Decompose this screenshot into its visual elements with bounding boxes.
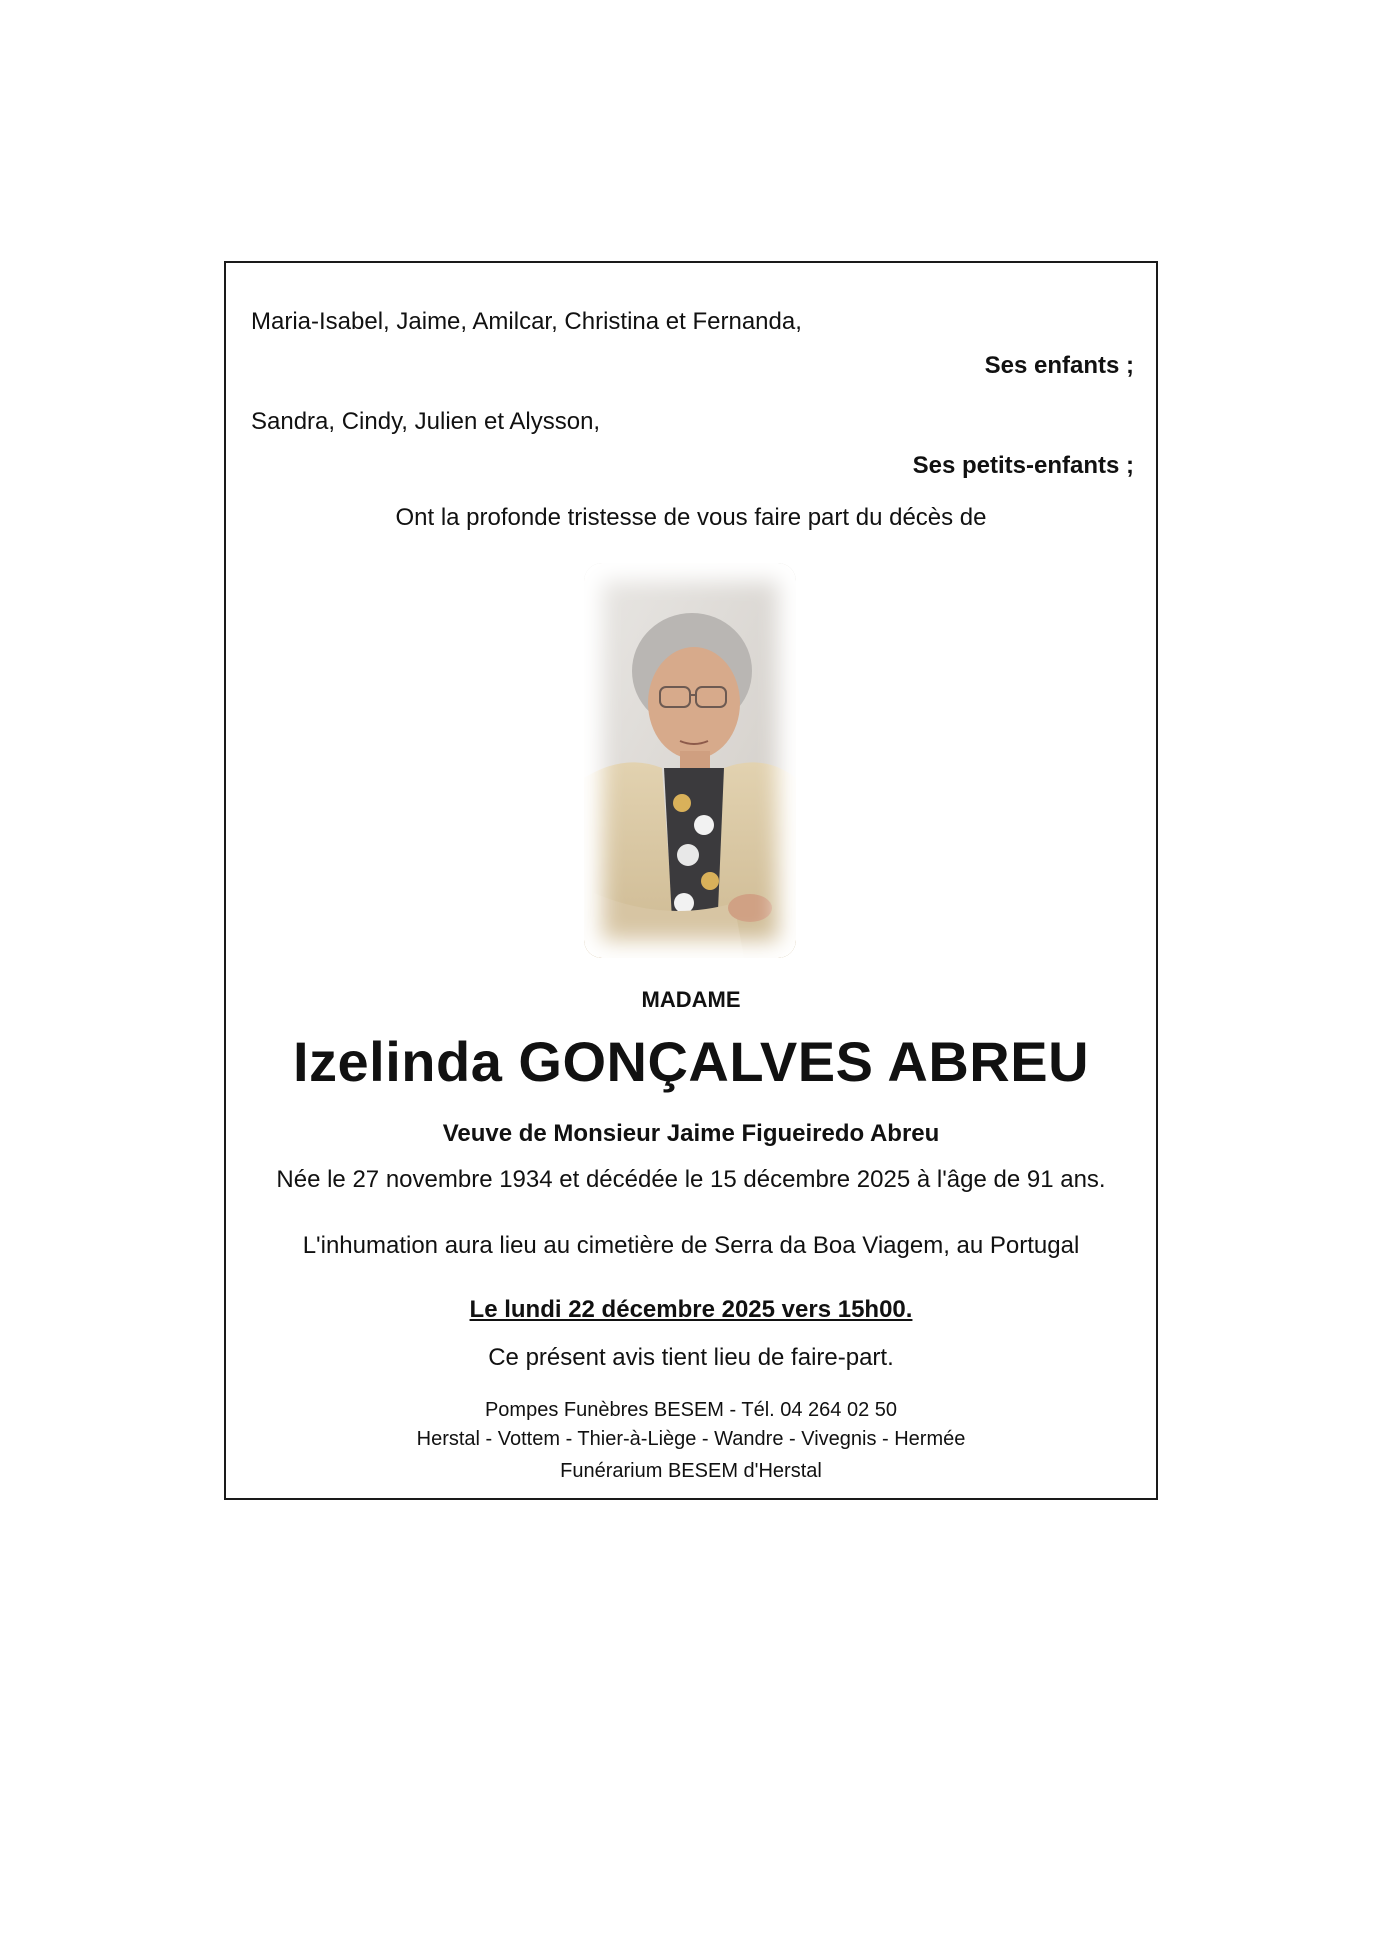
funeral-home-line-2: Herstal - Vottem - Thier-à-Liège - Wandre - Vivegnis - Hermée — [416, 1428, 966, 1450]
spouse-line: Veuve de Monsieur Jaime Figueiredo Abreu — [442, 1120, 940, 1147]
photo-vignette — [584, 563, 796, 958]
announcement-text: Ont la profonde tristesse de vous faire part du décès de — [395, 504, 987, 531]
grandchildren-role: Ses petits-enfants ; — [912, 452, 1134, 479]
funeral-home-line-3: Funérarium BESEM d'Herstal — [560, 1460, 822, 1482]
funeral-home-line-1: Pompes Funèbres BESEM - Tél. 04 264 02 50 — [484, 1399, 898, 1421]
notice-text: Ce présent avis tient lieu de faire-part. — [488, 1344, 894, 1371]
portrait-photo — [584, 563, 796, 958]
burial-date: Le lundi 22 décembre 2025 vers 15h00. — [469, 1296, 913, 1323]
obituary-notice — [224, 261, 1158, 1500]
birth-death-dates: Née le 27 novembre 1934 et décédée le 15 décembre 2025 à l'âge de 91 ans. — [276, 1166, 1106, 1193]
burial-place: L'inhumation aura lieu au cimetière de Serra da Boa Viagem, au Portugal — [302, 1232, 1080, 1259]
grandchildren-names: Sandra, Cindy, Julien et Alysson, — [251, 408, 601, 435]
honorific-title: MADAME — [641, 987, 741, 1012]
deceased-name: Izelinda GONÇALVES ABREU — [292, 1030, 1090, 1093]
children-role: Ses enfants ; — [984, 352, 1134, 379]
children-names: Maria-Isabel, Jaime, Amilcar, Christina et Fernanda, — [251, 308, 802, 335]
